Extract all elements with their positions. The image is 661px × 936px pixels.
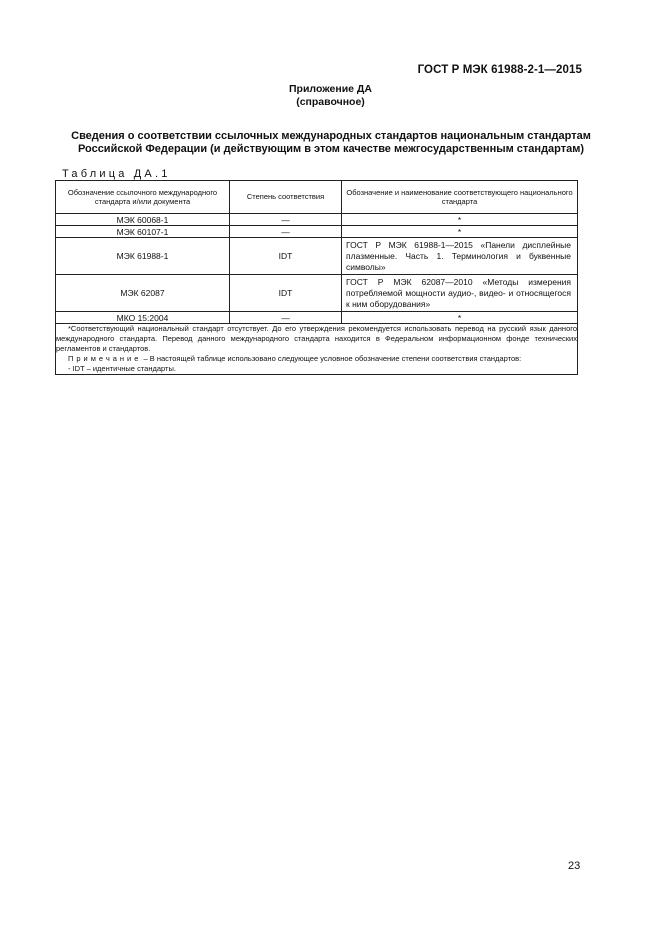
cell-national: * xyxy=(342,312,578,324)
annex-subtitle: (справочное) xyxy=(296,96,365,108)
table-row xyxy=(56,312,578,324)
cell-reference: МЭК 60068-1 xyxy=(56,214,230,226)
table-row xyxy=(56,238,578,275)
standard-code: ГОСТ Р МЭК 61988-2-1—2015 xyxy=(417,64,582,76)
table-caption: Таблица ДА.1 xyxy=(62,168,171,180)
column-header-degree: Степень соответствия xyxy=(230,181,342,214)
cell-degree: — xyxy=(230,312,342,324)
cell-degree: — xyxy=(230,226,342,238)
annex-title: Приложение ДА xyxy=(289,83,372,95)
column-header-reference: Обозначение ссылочного международного стандарта и/или документа xyxy=(56,181,230,214)
table-row xyxy=(56,275,578,312)
heading-line-1: Сведения о соответствии ссылочных международных стандартов национальным стандартам xyxy=(71,130,591,142)
cell-degree: — xyxy=(230,214,342,226)
column-header-national: Обозначение и наименование соответствующего национального стандарта xyxy=(342,181,578,214)
correspondence-table xyxy=(55,180,578,375)
cell-national: * xyxy=(342,214,578,226)
cell-national: ГОСТ Р МЭК 61988-1—2015 «Панели дисплейные плазменные. Часть 1. Терминология и буквенные символы» xyxy=(342,238,578,275)
cell-national: ГОСТ Р МЭК 62087—2010 «Методы измерения потребляемой мощности аудио-, видео- и относящегося к ним оборудования» xyxy=(342,275,578,312)
note-label: Примечание xyxy=(68,354,142,363)
cell-reference: МКО 15:2004 xyxy=(56,312,230,324)
footnote: *Соответствующий национальный стандарт отсутствует. До его утверждения рекомендуется использовать перевод на русский язык данного международного стандарта. Перевод данного международного стандарта находится в Федеральном информационном фонде технических регламентов и стандартов. xyxy=(56,324,577,353)
table-row xyxy=(56,214,578,226)
note-item: - IDT – идентичные стандарты. xyxy=(68,364,176,373)
cell-degree: IDT xyxy=(230,275,342,312)
cell-degree: IDT xyxy=(230,238,342,275)
heading-line-2: Российской Федерации (и действующим в этом качестве межгосударственным стандартам) xyxy=(77,143,585,155)
table-notes xyxy=(56,324,578,375)
cell-reference: МЭК 62087 xyxy=(56,275,230,312)
table-row xyxy=(56,226,578,238)
table-notes-row xyxy=(56,324,578,375)
cell-reference: МЭК 60107-1 xyxy=(56,226,230,238)
table-header-row xyxy=(56,181,578,214)
cell-reference: МЭК 61988-1 xyxy=(56,238,230,275)
note-text: – В настоящей таблице использовано следующее условное обозначение степени соответствия стандартов: xyxy=(141,354,522,363)
annex-heading xyxy=(58,130,604,156)
cell-national: * xyxy=(342,226,578,238)
note xyxy=(56,354,577,364)
page-number: 23 xyxy=(568,860,581,872)
